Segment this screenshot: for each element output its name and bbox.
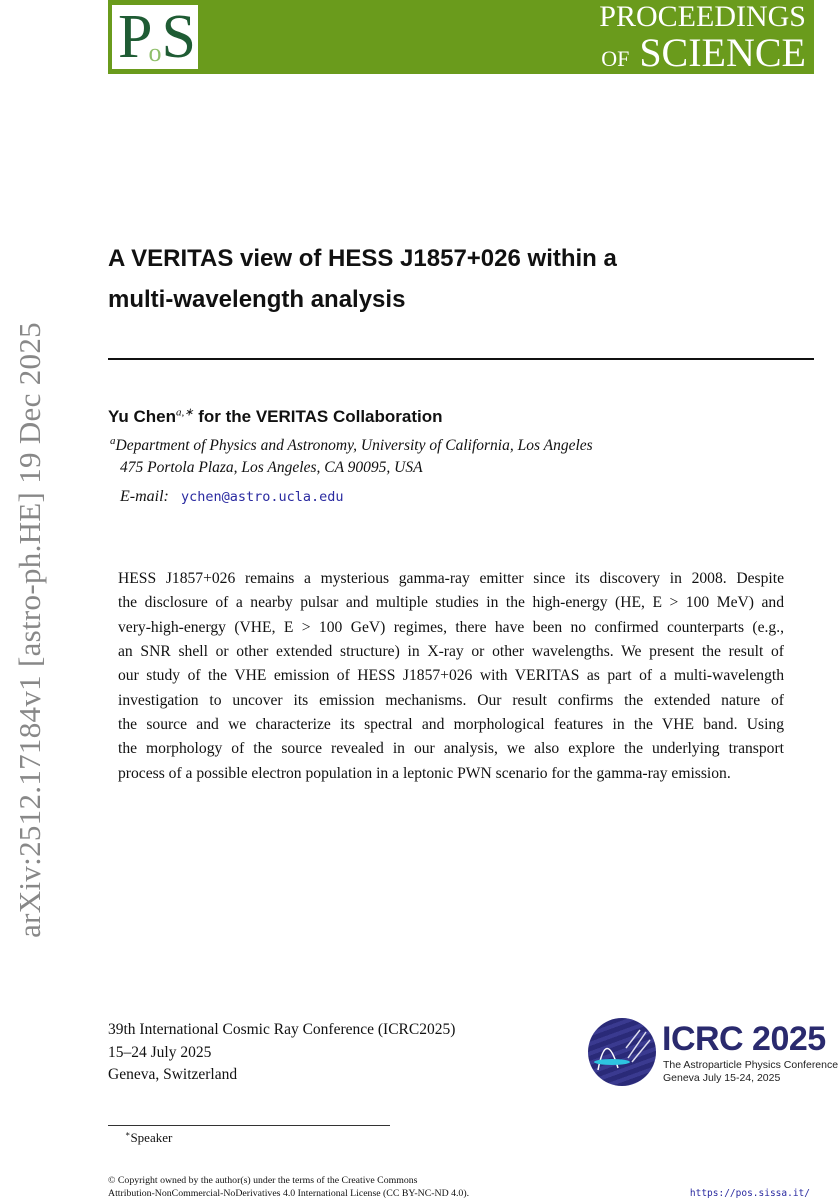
brand-proceedings: PROCEEDINGS — [599, 0, 806, 33]
title-line: multi-wavelength analysis — [108, 286, 406, 313]
abstract-line: HESS J1857+026 remains a mysterious gamma-ray emitter since its discovery in 2008. Despite — [118, 570, 784, 587]
affiliation-line2: 475 Portola Plaza, Los Angeles, CA 90095, USA — [120, 459, 423, 476]
copyright-line1: © Copyright owned by the author(s) under the terms of the Creative Commons — [108, 1175, 418, 1186]
email-label: E-mail: — [120, 488, 169, 505]
arxiv-stamp: arXiv:2512.17184v1 [astro-ph.HE] 19 Dec 2025 — [12, 322, 47, 938]
conference-name: 39th International Cosmic Ray Conference (ICRC2025) — [108, 1021, 456, 1038]
brand-of-science: OF SCIENCE — [601, 30, 806, 75]
abstract-line: the disclosure of a nearby pulsar and multiple studies in the high-energy (HE, E > 100 MeV) and — [118, 594, 784, 611]
abstract-line: our study of the VHE emission of HESS J1857+026 with VERITAS as part of a multi-wavelength — [118, 667, 784, 684]
abstract-line: the morphology of the source revealed in our analysis, we also explore the underlying transport — [118, 740, 784, 757]
email-link[interactable]: ychen@astro.ucla.edu — [181, 489, 344, 505]
icrc-title: ICRC 2025 — [662, 1020, 826, 1058]
abstract-line: an SNR shell or other extended structure) in X-ray or other wavelengths. We present the result of — [118, 643, 784, 660]
pos-url-link[interactable]: https://pos.sissa.it/ — [689, 1188, 810, 1199]
abstract-line: the source and we characterize its spectral and morphological features in the VHE band. Using — [118, 716, 784, 733]
icrc-subtitle: The Astroparticle Physics Conference — [663, 1059, 838, 1071]
title-rule — [108, 358, 814, 360]
footnote-rule — [108, 1125, 390, 1126]
icrc-disc-icon — [588, 1018, 656, 1086]
abstract-line: very-high-energy (VHE, E > 100 GeV) regimes, there have been no confirmed counterparts (e.g., — [118, 619, 784, 636]
conference-dates: 15–24 July 2025 — [108, 1044, 212, 1061]
paper-title — [108, 238, 758, 320]
footnote-speaker: ∗Speaker — [125, 1129, 173, 1145]
pos-logo: PoS — [112, 5, 198, 69]
icrc-logo — [588, 1018, 838, 1088]
affiliation-line1: $^a$Department of Physics and Astronomy, University of California, Los Angeles — [110, 434, 593, 454]
abstract-line: process of a possible electron population in a leptonic PWN scenario for the gamma-ray emission. — [118, 765, 731, 782]
copyright-line2: Attribution-NonCommercial-NoDerivatives 4.0 International License (CC BY-NC-ND 4.0). — [108, 1188, 470, 1199]
pos-header-banner — [108, 0, 814, 74]
title-line: A VERITAS view of HESS J1857+026 within a — [108, 245, 617, 272]
abstract-line: investigation to uncover its emission mechanisms. Our result confirms the extended nature of — [118, 692, 784, 709]
author: Yu Chen$^{a,∗}$ for the VERITAS Collaboration — [108, 406, 443, 426]
icrc-dates: Geneva July 15-24, 2025 — [663, 1072, 781, 1084]
conference-location: Geneva, Switzerland — [108, 1066, 238, 1083]
